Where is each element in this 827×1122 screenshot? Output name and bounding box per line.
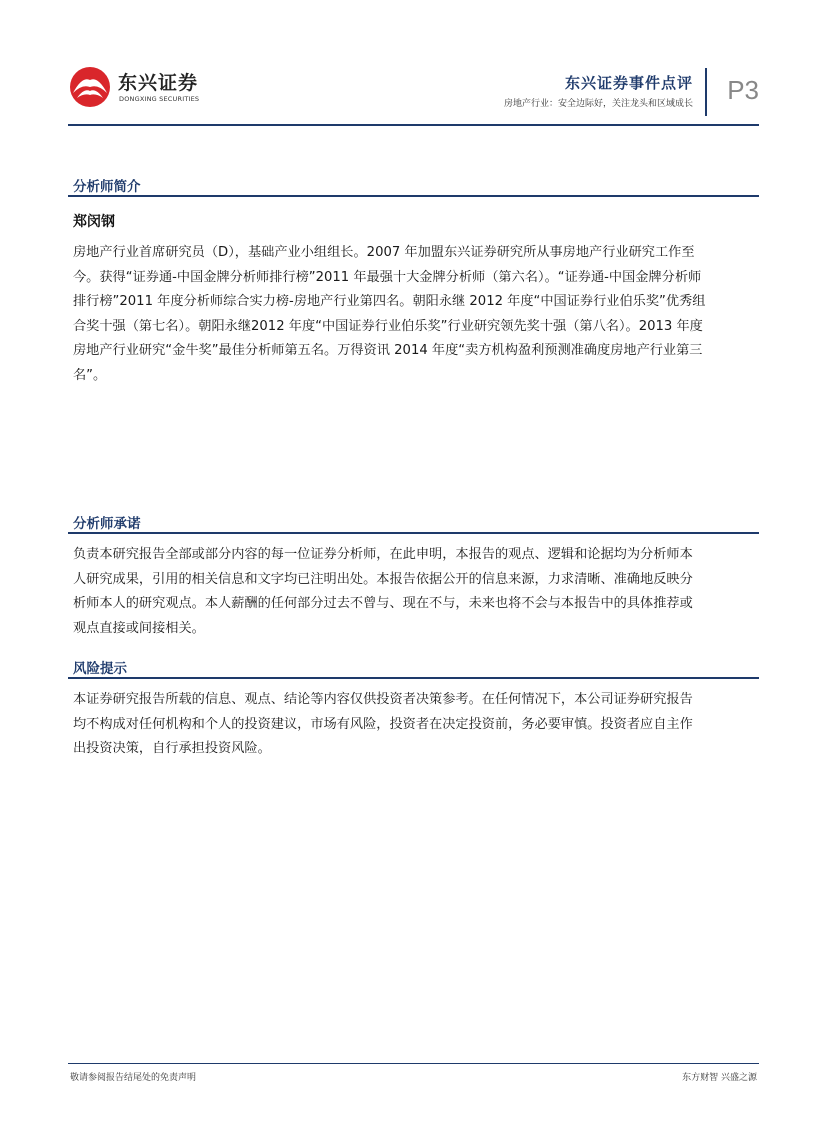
page-header: [68, 60, 759, 126]
logo-text-en: DONGXING SECURITIES: [119, 95, 200, 103]
footer-rule: [68, 1063, 759, 1064]
risk-notice-text: [73, 688, 757, 762]
paragraph-line: 合奖十强（第七名）。朝阳永继2012 年度“中国证券行业伯乐奖”行业研究领先奖十强（第八名）。2013 年度: [73, 318, 703, 334]
analyst-commitment-text: [73, 543, 757, 641]
header-rule: [68, 124, 759, 126]
footer-slogan: 东方财智 兴盛之源: [682, 1073, 757, 1083]
paragraph-line: 本证券研究报告所载的信息、观点、结论等内容仅供投资者决策参考。在任何情况下，本公司证券研究报告: [73, 692, 693, 707]
paragraph-line: 房地产行业首席研究员（D），基础产业小组组长。2007 年加盟东兴证券研究所从事房地产行业研究工作至: [73, 245, 695, 260]
paragraph-line: 名”。: [73, 367, 107, 383]
paragraph-line: 出投资决策，自行承担投资风险。: [73, 741, 271, 756]
section-title-risk-notice: 风险提示: [73, 661, 127, 677]
company-logo: [68, 66, 208, 114]
logo-text-cn: 东兴证券: [118, 72, 199, 94]
page-number: P3: [727, 75, 759, 105]
report-subtitle: 房地产行业：安全边际好，关注龙头和区域成长: [503, 99, 693, 109]
paragraph-line: 负责本研究报告全部或部分内容的每一位证券分析师，在此申明，本报告的观点、逻辑和论据均为分析师本: [73, 547, 693, 562]
paragraph-line: 今。获得“证券通-中国金牌分析师排行榜”2011 年最强十大金牌分析师（第六名）。“证券通-中国金牌分析师: [73, 269, 702, 285]
section-title-analyst-commitment: 分析师承诺: [73, 516, 141, 532]
header-divider: [705, 68, 707, 116]
footer-disclaimer-note: 敬请参阅报告结尾处的免责声明: [70, 1073, 197, 1083]
paragraph-line: 观点直接或间接相关。: [73, 620, 205, 636]
section-rule: [68, 195, 759, 197]
paragraph-line: 析师本人的研究观点。本人薪酬的任何部分过去不曾与、现在不与，未来也将不会与本报告中的具体推荐或: [73, 596, 693, 611]
analyst-name: 郑闵钢: [73, 214, 115, 230]
paragraph-line: 人研究成果，引用的相关信息和文字均已注明出处。本报告依据公开的信息来源，力求清晰、准确地反映分: [73, 571, 693, 587]
section-title-analyst-intro: 分析师简介: [73, 179, 141, 195]
paragraph-line: 排行榜”2011 年度分析师综合实力榜-房地产行业第四名。朝阳永继 2012 年度“中国证券行业伯乐奖”优秀组: [73, 294, 706, 309]
paragraph-line: 均不构成对任何机构和个人的投资建议，市场有风险，投资者在决定投资前，务必要审慎。投资者应自主作: [73, 716, 693, 732]
section-rule: [68, 532, 759, 534]
logo-emblem-icon: [68, 66, 114, 108]
section-rule: [68, 677, 759, 679]
analyst-bio: [73, 241, 757, 388]
paragraph-line: 房地产行业研究“金牛奖”最佳分析师第五名。万得资讯 2014 年度“卖方机构盈利预测准确度房地产行业第三: [73, 343, 703, 358]
report-type-title: 东兴证券事件点评: [564, 74, 693, 92]
